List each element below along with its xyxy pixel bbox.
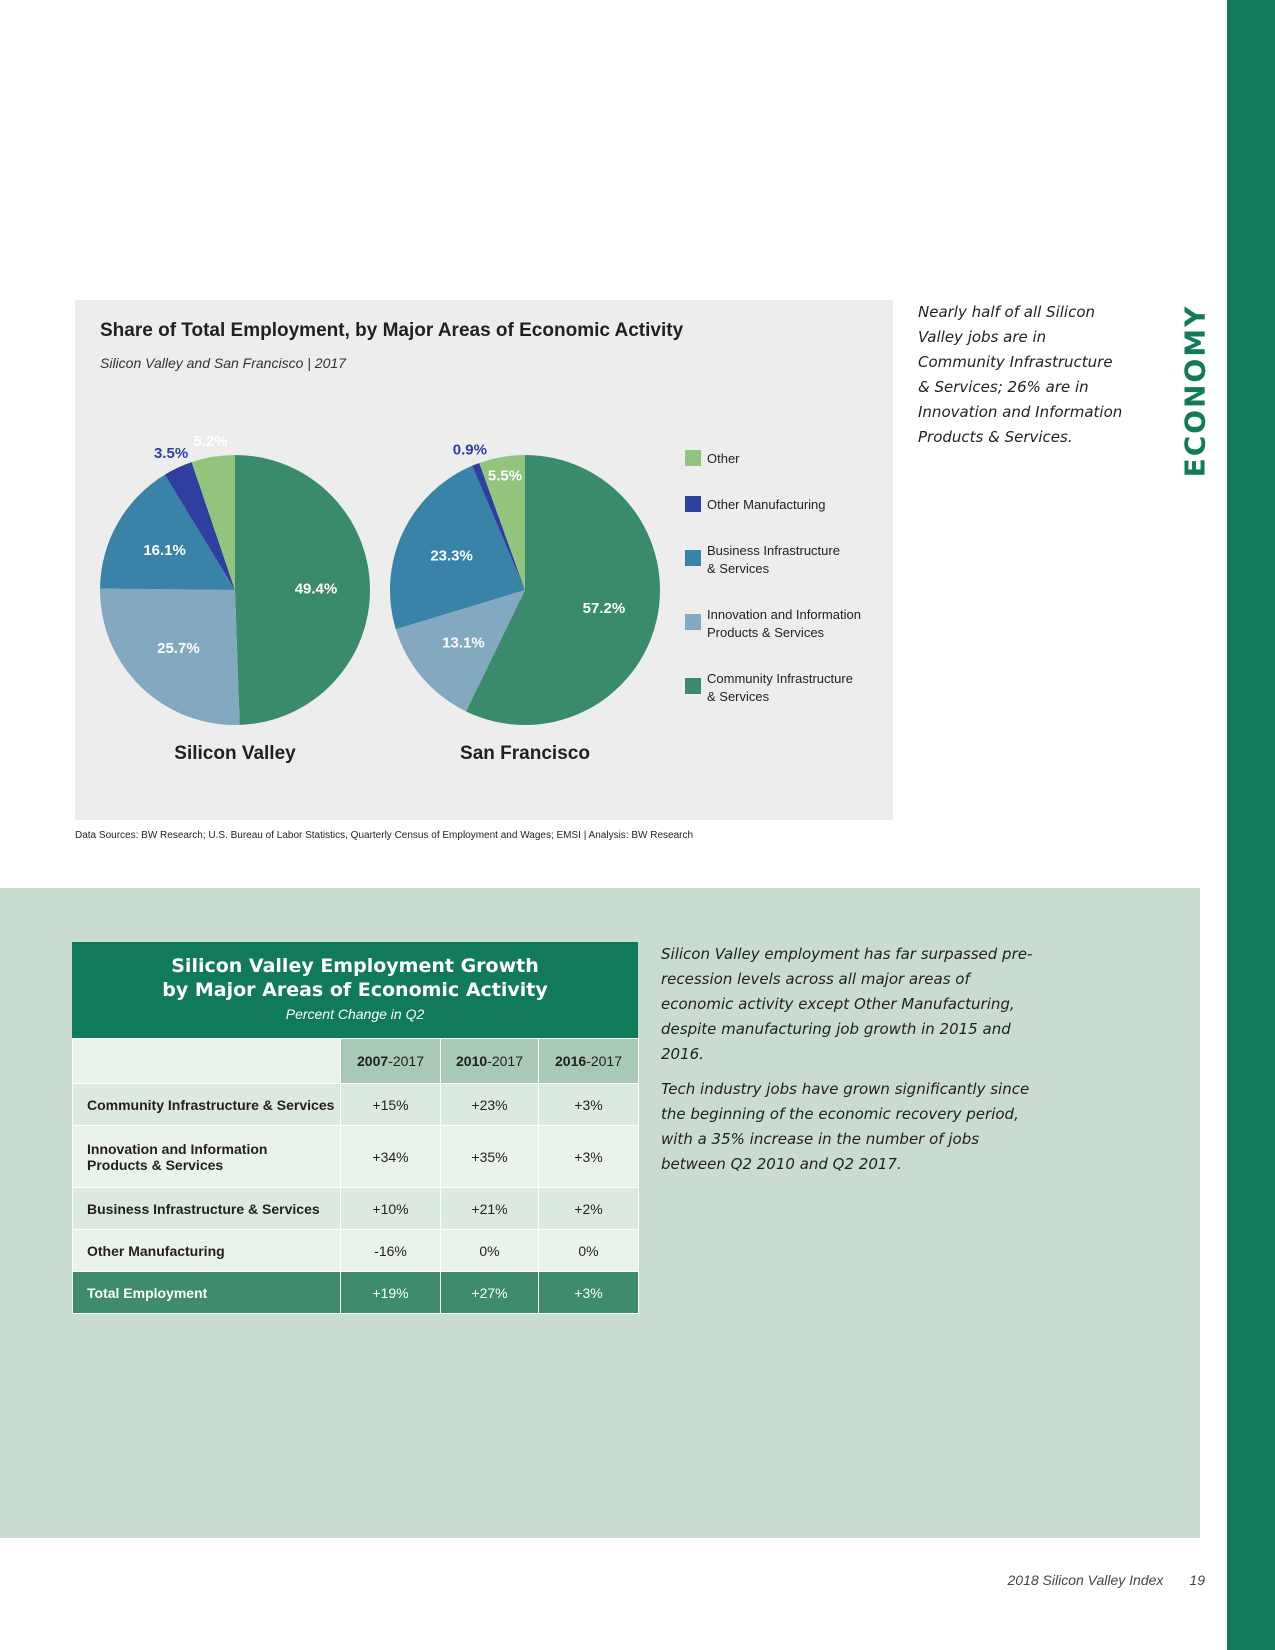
table-row bbox=[73, 1126, 639, 1188]
table-cell: +21% bbox=[441, 1188, 539, 1230]
table-row bbox=[73, 1230, 639, 1272]
pie-caption: San Francisco bbox=[460, 743, 590, 764]
table-header bbox=[72, 942, 638, 1038]
page-footer bbox=[1008, 1572, 1206, 1588]
callout-paragraph: Silicon Valley employment has far surpassed pre-recession levels across all major areas of economic activity except Other Manufacturing, despite manufacturing job growth in 2015 and 2016. bbox=[661, 945, 1033, 1063]
slice-label: 3.5% bbox=[153, 445, 189, 463]
page-number: 19 bbox=[1189, 1572, 1205, 1588]
table-cell: +15% bbox=[341, 1084, 441, 1126]
legend-label: Business Infrastructure bbox=[707, 543, 840, 558]
slice-label: 13.1% bbox=[442, 634, 485, 652]
table-title-line-1: Silicon Valley Employment Growth bbox=[171, 955, 539, 977]
table-cell: +2% bbox=[539, 1188, 639, 1230]
table-cell: 0% bbox=[441, 1230, 539, 1272]
growth-callout bbox=[661, 942, 1041, 1187]
table-cell: +23% bbox=[441, 1084, 539, 1126]
column-header: 2010-2017 bbox=[441, 1039, 539, 1084]
chart-subtitle: Silicon Valley and San Francisco | 2017 bbox=[100, 355, 346, 371]
table-cell: +3% bbox=[539, 1126, 639, 1188]
slice-label: 57.2% bbox=[582, 600, 626, 618]
chart-panel bbox=[75, 300, 893, 820]
table-cell: +27% bbox=[441, 1272, 539, 1314]
table-cell: +34% bbox=[341, 1126, 441, 1188]
slice-label: 5.5% bbox=[487, 467, 523, 485]
table-title-line-2: by Major Areas of Economic Activity bbox=[162, 979, 548, 1001]
section-label bbox=[1170, 298, 1220, 484]
legend-label-2: & Services bbox=[707, 689, 770, 704]
slice-label: 25.7% bbox=[157, 639, 200, 657]
table-cell: +3% bbox=[539, 1084, 639, 1126]
table-cell: -16% bbox=[341, 1230, 441, 1272]
legend-swatch-other-manufacturing bbox=[685, 496, 701, 512]
legend-label: Community Infrastructure bbox=[707, 671, 853, 686]
data-source-note: Data Sources: BW Research; U.S. Bureau of Labor Statistics, Quarterly Census of Employment and Wages; EMSI | Analysis: BW Research bbox=[75, 830, 694, 841]
table-cell: +35% bbox=[441, 1126, 539, 1188]
row-label: Total Employment bbox=[73, 1272, 341, 1314]
row-label: Business Infrastructure & Services bbox=[73, 1188, 341, 1230]
legend-swatch-other bbox=[685, 450, 701, 466]
table-cell: +19% bbox=[341, 1272, 441, 1314]
side-color-bar bbox=[1227, 0, 1275, 1650]
row-label: Other Manufacturing bbox=[73, 1230, 341, 1272]
growth-table bbox=[72, 942, 638, 1314]
section-label-text: ECONOMY bbox=[1178, 304, 1212, 478]
legend-label: Other Manufacturing bbox=[707, 497, 826, 512]
chart-title: Share of Total Employment, by Major Areas of Economic Activity bbox=[100, 320, 684, 341]
table-total-row bbox=[73, 1272, 639, 1314]
footer-title: 2018 Silicon Valley Index bbox=[1007, 1572, 1164, 1588]
slice-label: 23.3% bbox=[430, 547, 473, 565]
legend-label-2: Products & Services bbox=[707, 625, 825, 640]
legend-label-2: & Services bbox=[707, 561, 770, 576]
slice-label: 49.4% bbox=[294, 580, 338, 598]
table-cell: +10% bbox=[341, 1188, 441, 1230]
growth-table-grid bbox=[72, 1038, 639, 1314]
table-cell: +3% bbox=[539, 1272, 639, 1314]
legend-swatch-community bbox=[685, 678, 701, 694]
legend-swatch-innovation bbox=[685, 614, 701, 630]
callout-text: Nearly half of all Silicon Valley jobs are in Community Infrastructure & Services; 26% are in Innovation and Information Products & Services. bbox=[918, 303, 1123, 446]
legend-label: Innovation and Information bbox=[707, 607, 861, 622]
slice-label: 5.2% bbox=[193, 433, 228, 451]
row-label: Community Infrastructure & Services bbox=[73, 1084, 341, 1126]
pie-caption: Silicon Valley bbox=[174, 743, 296, 764]
table-row bbox=[73, 1084, 639, 1126]
table-cell: 0% bbox=[539, 1230, 639, 1272]
slice-label: 0.9% bbox=[452, 441, 487, 459]
callout-paragraph: Tech industry jobs have grown significantly since the beginning of the economic recovery period, with a 35% increase in the number of jobs between Q2 2010 and Q2 2017. bbox=[661, 1080, 1030, 1173]
column-header: 2016-2017 bbox=[539, 1039, 639, 1084]
column-header: 2007-2017 bbox=[341, 1039, 441, 1084]
table-corner bbox=[73, 1039, 341, 1084]
row-label: Innovation and Information Products & Services bbox=[73, 1126, 341, 1188]
slice-label: 16.1% bbox=[143, 541, 186, 559]
table-subtitle: Percent Change in Q2 bbox=[285, 1006, 425, 1022]
legend-swatch-business bbox=[685, 550, 701, 566]
table-row bbox=[73, 1188, 639, 1230]
legend-label: Other bbox=[707, 451, 740, 466]
